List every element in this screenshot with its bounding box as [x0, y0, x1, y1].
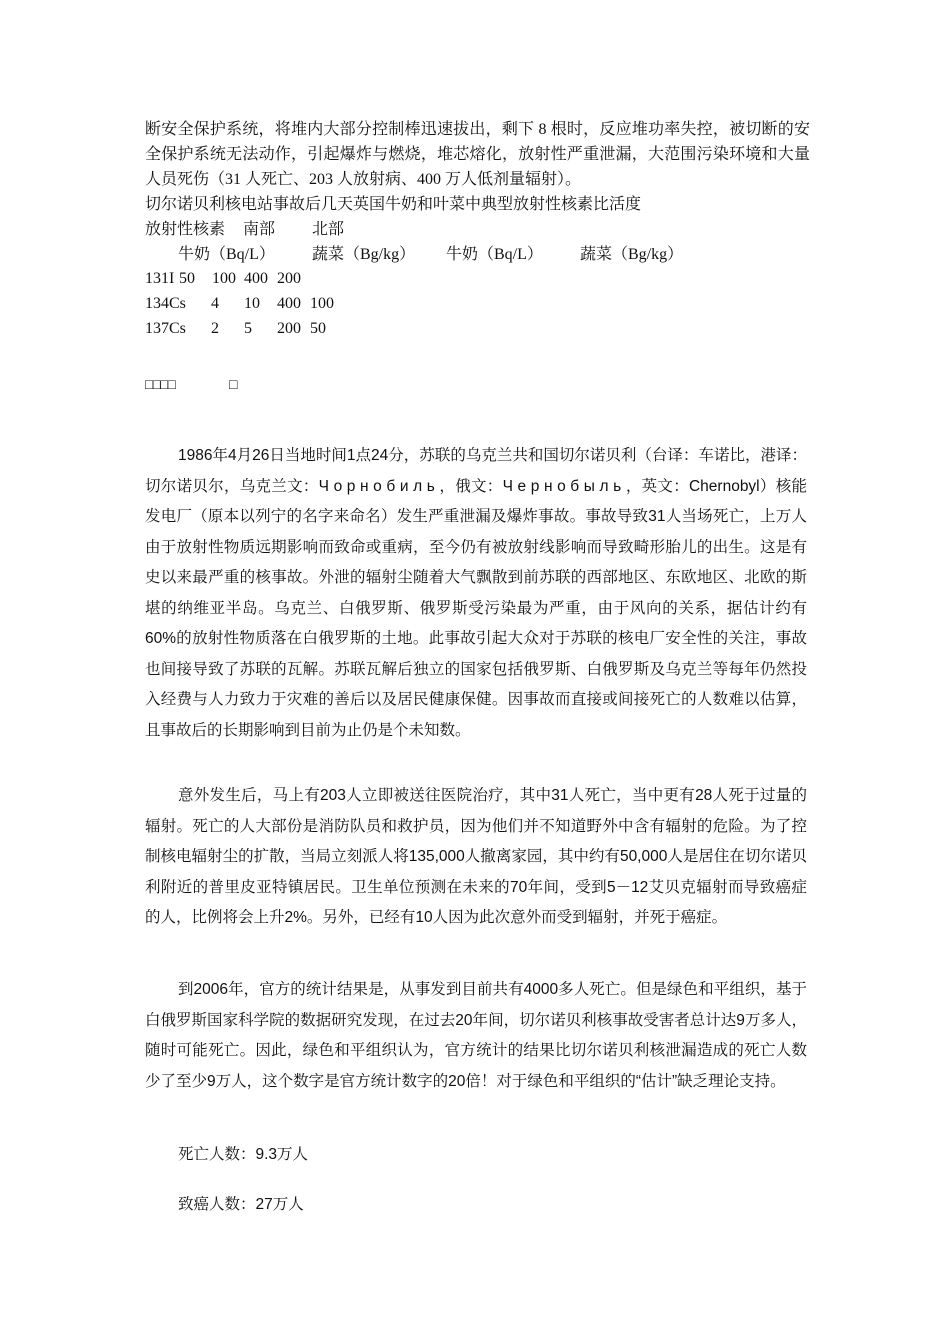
body-paragraph: 到2006年，官方的统计结果是，从事发到目前共有4000多人死亡。但是绿色和平组织，基于白俄罗斯国家科学院的数据研究发现，在过去20年间，切尔诺贝利核事故受害者总计达9万多人，随时可能死亡。因此，绿色和平组织认为，官方统计的结果比切尔诺贝利核泄漏造成的死亡人数少了至少9万人，这个数字是官方统计数字的20倍！对于绿色和平组织的“估计”缺乏理论支持。 [145, 981, 807, 1090]
table-caption: 切尔诺贝利核电站事故后几天英国牛奶和叶菜中典型放射性核素比活度 [145, 196, 642, 213]
body-paragraph: 1986年4月26日当地时间1点24分，苏联的乌克兰共和国切尔诺贝利（台译：车诺比，港译：切尔诺贝尔，乌克兰文：Ч о р н о б и л ь ，俄文：Ч е р н о б ы л ь ，英文：Chernobyl）核能发电厂（原本以列宁的名字来命名）发生严重泄漏及爆炸事故。事故导致31人当场死亡，上万人由于放射性物质远期影响而致命或重病，至今仍有被放射线影响而导致畸形胎儿的出生。这是有史以来最严重的核事故。外泄的辐射尘随着大气飘散到前苏联的西部地区、东欧地区、北欧的斯堪的纳维亚半岛。乌克兰、白俄罗斯、俄罗斯受污染最为严重，由于风向的关系，据估计约有60%的放射性物质落在白俄罗斯的土地。此事故引起大众对于苏联的核电厂安全性的关注，事故也间接导致了苏联的瓦解。苏联瓦解后独立的国家包括俄罗斯、白俄罗斯及乌克兰等每年仍然投入经费与人力致力于灾难的善后以及居民健康保健。因事故而直接或间接死亡的人数难以估算，且事故后的长期影响到目前为止仍是个未知数。 [145, 447, 807, 739]
table-cell-value: 200 [277, 320, 301, 337]
table-cell-nuclide: 131I [145, 270, 175, 287]
stat-cancer: 致癌人数：27万人 [178, 1196, 304, 1213]
garbled-mark: □ [229, 376, 237, 392]
table-header-south: 南部 [243, 221, 276, 238]
table-cell-value: 400 [244, 270, 268, 287]
table-cell-value: 50 [310, 320, 326, 337]
table-cell-value: 100 [212, 270, 236, 287]
table-subheader-south-veg: 蔬菜（Bg/kg） [312, 246, 416, 263]
table-cell-value: 5 [244, 320, 252, 337]
table-cell-value: 200 [277, 270, 301, 287]
table-cell-value: 100 [310, 295, 334, 312]
table-header-north: 北部 [312, 221, 345, 238]
table-cell-value: 400 [277, 295, 301, 312]
table-subheader-south-milk: 牛奶（Bq/L） [178, 246, 275, 263]
table-cell-nuclide: 134Cs [145, 295, 186, 312]
table-subheader-north-milk: 牛奶（Bq/L） [446, 246, 543, 263]
stat-deaths: 死亡人数：9.3万人 [178, 1146, 309, 1163]
body-paragraph: 意外发生后，马上有203人立即被送往医院治疗，其中31人死亡，当中更有28人死于过量的辐射。死亡的人大部份是消防队员和救护员，因为他们并不知道野外中含有辐射的危险。为了控制核电辐射尘的扩散，当局立刻派人将135,000人撤离家园，其中约有50,000人是居住在切尔诺贝利附近的普里皮亚特镇居民。卫生单位预测在未来的70年间，受到5－12艾贝克辐射而导致癌症的人，比例将会上升2%。另外，已经有10人因为此次意外而受到辐射，并死于癌症。 [145, 787, 807, 926]
table-header-nuclide: 放射性核素 [145, 221, 226, 238]
table-subheader-north-veg: 蔬菜（Bg/kg） [580, 246, 684, 263]
table-cell-value: 50 [179, 270, 195, 287]
table-cell-value: 2 [211, 320, 219, 337]
garbled-heading: □□□□ [145, 376, 175, 392]
intro-paragraph: 断安全保护系统，将堆内大部分控制棒迅速拔出，剩下 8 根时，反应堆功率失控，被切断的安全保护系统无法动作，引起爆炸与燃烧，堆芯熔化，放射性严重泄漏，大范围污染环境和大量人员死伤（31 人死亡、203 人放射病、400 万人低剂量辐射）。 [145, 121, 810, 188]
table-cell-nuclide: 137Cs [145, 320, 186, 337]
table-cell-value: 4 [211, 295, 219, 312]
table-cell-value: 10 [244, 295, 260, 312]
